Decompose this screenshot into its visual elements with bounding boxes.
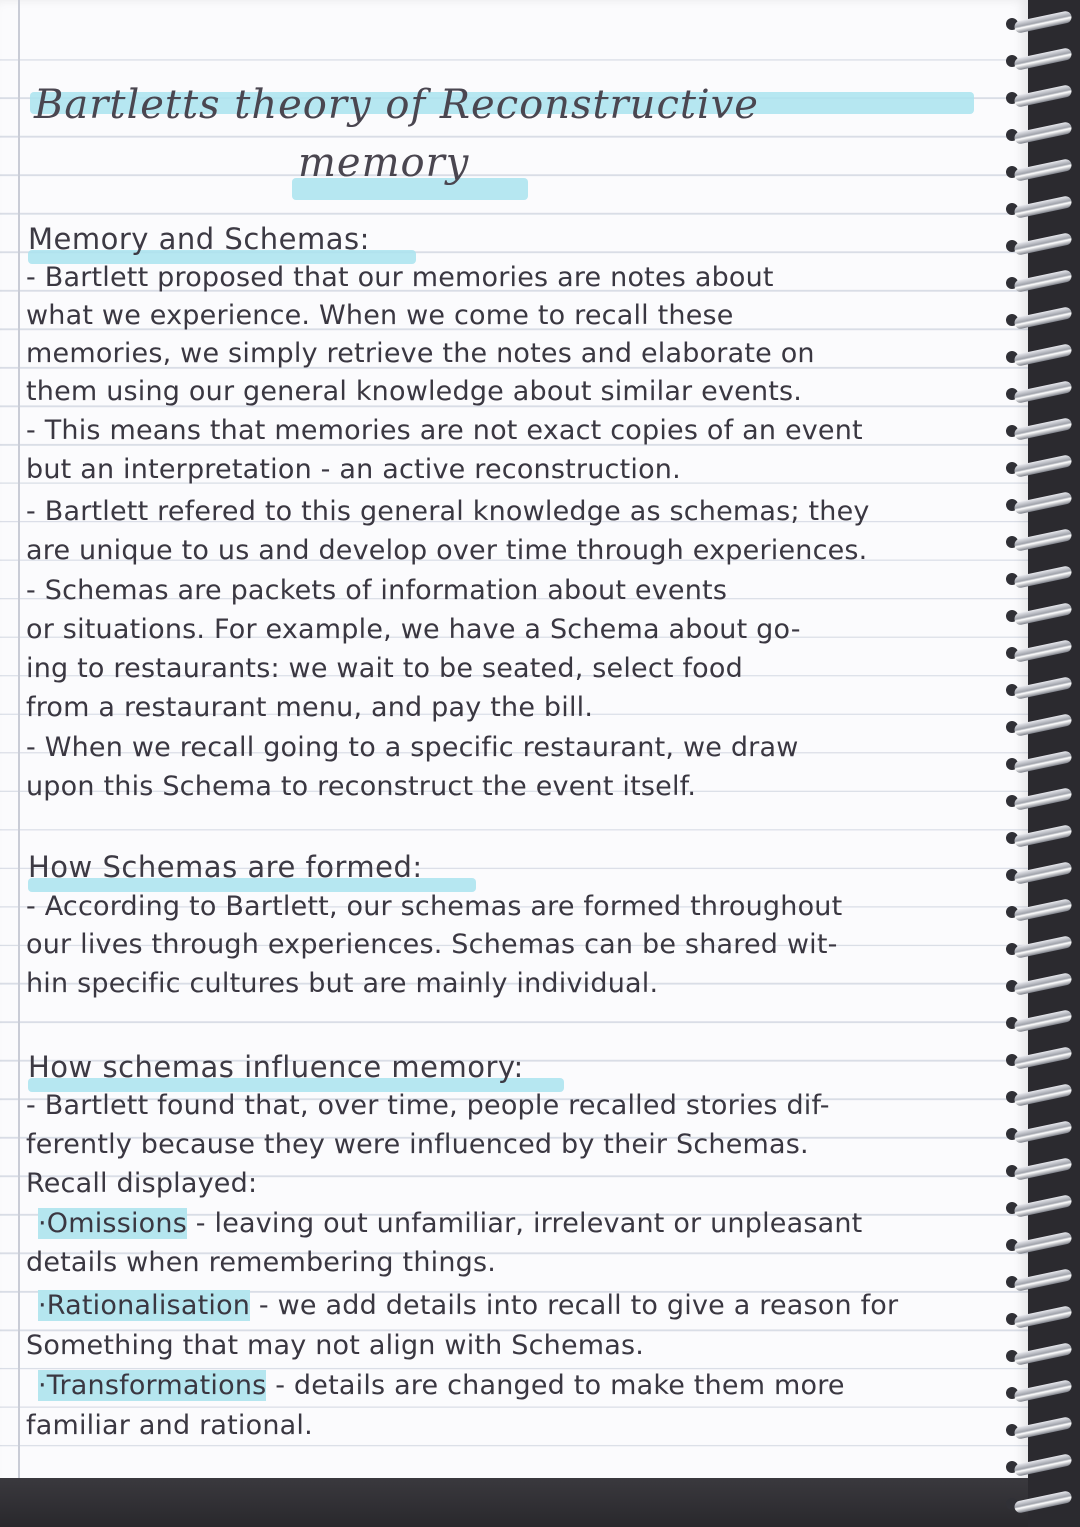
spiral-coil — [1006, 236, 1074, 254]
coil-wire — [1013, 121, 1072, 145]
spiral-coil — [1006, 347, 1074, 365]
spiral-coil — [1006, 1383, 1074, 1401]
spiral-coil — [1006, 1050, 1074, 1068]
text-line: ferently because they were influenced by their Schemas. — [26, 1129, 809, 1160]
coil-wire — [1013, 1305, 1072, 1329]
coil-wire — [1013, 306, 1072, 330]
text-line: are unique to us and develop over time through experiences. — [26, 535, 868, 566]
coil-wire — [1013, 158, 1072, 182]
bullet-continuation: details when remembering things. — [26, 1247, 497, 1278]
spiral-coil — [1006, 1013, 1074, 1031]
bullet-omissions — [38, 1208, 862, 1239]
coil-wire — [1013, 861, 1072, 885]
spiral-coil — [1006, 458, 1074, 476]
coil-wire — [1013, 1157, 1072, 1181]
coil-wire — [1013, 1083, 1072, 1107]
spiral-coil — [1006, 1494, 1074, 1512]
spiral-coil — [1006, 828, 1074, 846]
coil-wire — [1013, 1379, 1072, 1403]
coil-wire — [1013, 1046, 1072, 1070]
coil-wire — [1013, 84, 1072, 108]
text-line: - According to Bartlett, our schemas are formed throughout — [26, 891, 843, 922]
coil-wire — [1013, 565, 1072, 589]
spiral-coil — [1006, 902, 1074, 920]
coil-wire — [1013, 1268, 1072, 1292]
bullet-text: - details are changed to make them more — [266, 1370, 845, 1401]
coil-wire — [1013, 750, 1072, 774]
spiral-coil — [1006, 1272, 1074, 1290]
section-heading-how-schemas-are-formed: How Schemas are formed: — [28, 850, 423, 884]
bullet-term: ·Transformations — [38, 1370, 267, 1401]
bullet-continuation: familiar and rational. — [26, 1410, 313, 1441]
bullet-continuation: Something that may not align with Schemas. — [26, 1330, 645, 1361]
page-title-line-2: memory — [298, 140, 470, 186]
spiral-coil — [1006, 1198, 1074, 1216]
spiral-coil — [1006, 1346, 1074, 1364]
coil-wire — [1013, 491, 1072, 515]
spiral-coil — [1006, 532, 1074, 550]
spiral-coil — [1006, 384, 1074, 402]
coil-wire — [1013, 417, 1072, 441]
coil-wire — [1013, 1342, 1072, 1366]
spiral-coil — [1006, 162, 1074, 180]
coil-wire — [1013, 380, 1072, 404]
coil-wire — [1013, 269, 1072, 293]
spiral-coil — [1006, 125, 1074, 143]
text-line: our lives through experiences. Schemas can be shared wit- — [26, 929, 838, 960]
coil-wire — [1013, 602, 1072, 626]
spiral-coil — [1006, 495, 1074, 513]
spiral-coil — [1006, 199, 1074, 217]
spiral-coil — [1006, 754, 1074, 772]
spiral-coil — [1006, 51, 1074, 69]
section-heading-memory-and-schemas: Memory and Schemas: — [28, 222, 370, 256]
spiral-coil — [1006, 421, 1074, 439]
coil-wire — [1013, 1194, 1072, 1218]
text-line: or situations. For example, we have a Schema about go- — [26, 614, 801, 645]
spiral-coil — [1006, 680, 1074, 698]
coil-wire — [1013, 47, 1072, 71]
coil-wire — [1013, 232, 1072, 256]
text-line: them using our general knowledge about similar events. — [26, 376, 803, 407]
text-line: upon this Schema to reconstruct the event itself. — [26, 771, 697, 802]
coil-wire — [1013, 1453, 1072, 1477]
coil-wire — [1013, 343, 1072, 367]
coil-wire — [1013, 898, 1072, 922]
coil-wire — [1013, 972, 1072, 996]
spiral-coil — [1006, 643, 1074, 661]
spiral-coil — [1006, 791, 1074, 809]
coil-wire — [1013, 195, 1072, 219]
coil-wire — [1013, 676, 1072, 700]
coil-wire — [1013, 1231, 1072, 1255]
bullet-text: - leaving out unfamiliar, irrelevant or unpleasant — [186, 1208, 863, 1239]
text-line: memories, we simply retrieve the notes and elaborate on — [26, 338, 815, 369]
coil-wire — [1013, 1416, 1072, 1440]
spiral-coil — [1006, 976, 1074, 994]
spiral-coil — [1006, 865, 1074, 883]
spiral-coil — [1006, 1124, 1074, 1142]
coil-wire — [1013, 10, 1072, 34]
bullet-transformations — [38, 1370, 845, 1401]
text-line: - Schemas are packets of information about events — [26, 575, 728, 606]
text-line: - When we recall going to a specific restaurant, we draw — [26, 732, 799, 763]
coil-wire — [1013, 713, 1072, 737]
text-line: - Bartlett found that, over time, people recalled stories dif- — [26, 1090, 830, 1121]
text-line: hin specific cultures but are mainly individual. — [26, 968, 659, 999]
bullet-term: ·Omissions — [38, 1208, 187, 1239]
spiral-coil — [1006, 14, 1074, 32]
section-heading-how-schemas-influence-memory: How schemas influence memory: — [28, 1050, 524, 1084]
spiral-coil — [1006, 88, 1074, 106]
spiral-coil — [1006, 273, 1074, 291]
spiral-coil — [1006, 1309, 1074, 1327]
text-line: but an interpretation - an active reconstruction. — [26, 454, 681, 485]
coil-wire — [1013, 1120, 1072, 1144]
text-line: - This means that memories are not exact copies of an event — [26, 415, 863, 446]
spiral-coil — [1006, 1457, 1074, 1475]
text-line: - Bartlett refered to this general knowledge as schemas; they — [26, 496, 870, 527]
spiral-coil — [1006, 310, 1074, 328]
spiral-coil — [1006, 606, 1074, 624]
spiral-binding — [1000, 0, 1080, 1527]
spiral-coil — [1006, 939, 1074, 957]
coil-wire — [1013, 935, 1072, 959]
bullet-rationalisation — [38, 1290, 898, 1321]
margin-line — [18, 0, 20, 1527]
text-line: - Bartlett proposed that our memories are notes about — [26, 262, 774, 293]
spiral-coil — [1006, 1235, 1074, 1253]
text-line: ing to restaurants: we wait to be seated, select food — [26, 653, 743, 684]
spiral-coil — [1006, 1161, 1074, 1179]
coil-wire — [1013, 528, 1072, 552]
page-title: Bartletts theory of Reconstructive — [34, 82, 759, 128]
spiral-coil — [1006, 717, 1074, 735]
coil-wire — [1013, 787, 1072, 811]
coil-wire — [1013, 454, 1072, 478]
spiral-coil — [1006, 1420, 1074, 1438]
coil-wire — [1013, 639, 1072, 663]
notebook-bottom-edge — [0, 1478, 1028, 1527]
coil-wire — [1013, 1490, 1072, 1514]
text-line: what we experience. When we come to recall these — [26, 300, 734, 331]
text-line: Recall displayed: — [26, 1168, 258, 1199]
coil-wire — [1013, 1009, 1072, 1033]
bullet-term: ·Rationalisation — [38, 1290, 251, 1321]
text-line: from a restaurant menu, and pay the bill. — [26, 692, 594, 723]
spiral-coil — [1006, 569, 1074, 587]
spiral-coil — [1006, 1087, 1074, 1105]
coil-wire — [1013, 824, 1072, 848]
bullet-text: - we add details into recall to give a reason for — [250, 1290, 899, 1321]
